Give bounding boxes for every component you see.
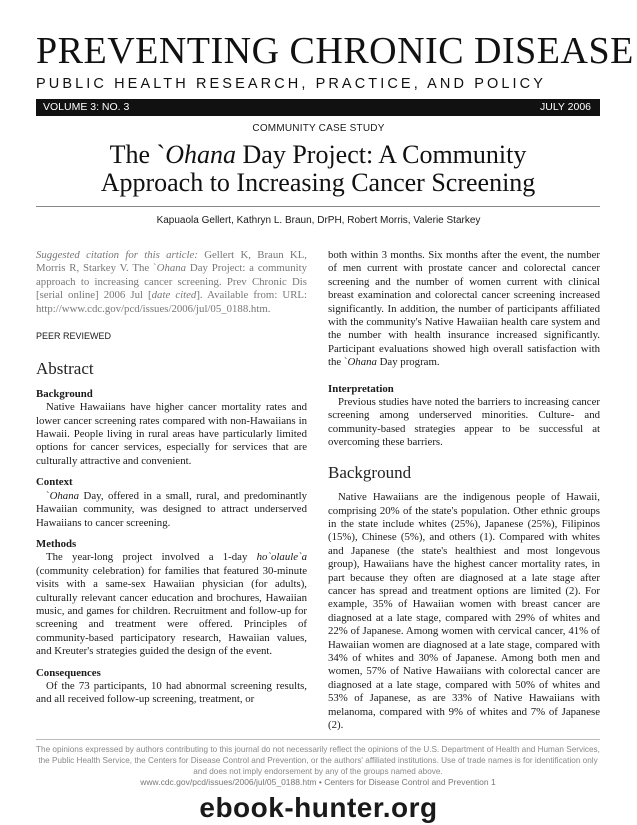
- text: both within 3 months. Six months after the event, the number of men current with prostate cancer and colorectal cancer screening and the number of women current with clinical breast examination and colorectal cancer screening increased significantly. In addition, the number of participants affiliated with the community's Native Hawaiian health care system and the number with health insurance increased significantly. Participant evaluations showed high overall satisfaction with the `: [328, 249, 600, 369]
- disclaimer: The opinions expressed by authors contributing to this journal do not necessarily reflect the opinions of the U.S. Department of Health and Human Services, the Public Health Service, the Centers for Disease Control and Prevention, or the authors' affiliated institutions. Use of trade names is for identification only and does not imply endorsement by any of the groups named above.: [36, 745, 600, 776]
- right-column: [328, 249, 600, 732]
- masthead: [36, 30, 634, 92]
- abstract-consequences-cont: [328, 249, 600, 370]
- citation-text: Day Project: a community approach to increasing cancer screening. Prev Chronic Dis [serial online] 2006 Jul [: [36, 262, 307, 302]
- abstract-interpretation: Previous studies have noted the barriers to increasing cancer screening among underserved minorities. Culture- and community-based strategies appear to be successful at overcoming these barriers.: [328, 396, 600, 449]
- title-part: Day Project: A Community: [236, 140, 527, 169]
- hawaiian-term: ho`olaule`a: [256, 551, 307, 564]
- citation-label: Suggested citation for this article:: [36, 249, 198, 261]
- watermark: ebook-hunter.org: [199, 792, 438, 823]
- citation-url[interactable]: ]. Available from: URL: http://www.cdc.gov/pcd/issues/2006/jul/05_0188.htm.: [36, 289, 307, 315]
- ohana-term: Ohana: [347, 356, 377, 369]
- text: Day program.: [376, 356, 440, 369]
- title-line-2: Approach to Increasing Cancer Screening: [100, 168, 536, 197]
- journal-subtitle: PUBLIC HEALTH RESEARCH, PRACTICE, AND POLICY: [36, 76, 546, 92]
- abstract-context: [36, 490, 307, 530]
- text: `: [46, 489, 50, 502]
- footer-url[interactable]: www.cdc.gov/pcd/issues/2006/jul/05_0188.htm • Centers for Disease Control and Prevention 1: [140, 777, 496, 787]
- citation-text: Gellert K, Braun KL, Morris R, Starkey V. The `: [36, 249, 308, 275]
- issue-date: JULY 2006: [540, 101, 591, 113]
- title-part: The `: [109, 140, 166, 169]
- background-subheading: Background: [36, 387, 93, 400]
- text: (community celebration) for families that featured 30-minute visits with a same-sex Hawaiian physician (for adults), culturally relevant cancer education and brochures, Hawaiian music, and games for children. Recruitment and follow-up for screening and treatment were offered. Principles of community-based participatory research, Hawaiian values, and Kreuter's strategies guided the design of the event.: [36, 564, 307, 658]
- footer-divider: [36, 739, 600, 740]
- background-heading: Background: [328, 462, 412, 482]
- title-ohana: Ohana: [165, 140, 237, 169]
- text: Day, offered in a small, rural, and predominantly Hawaiian community, was designed to attract underserved Hawaiians to cancer screening.: [36, 489, 307, 529]
- journal-title: PREVENTING CHRONIC DISEASE: [36, 30, 634, 72]
- volume-bar: [36, 99, 600, 116]
- article-title: [36, 141, 600, 197]
- interpretation-subheading: Interpretation: [328, 382, 394, 395]
- title-divider: [36, 206, 600, 207]
- volume-label: VOLUME 3: NO. 3: [43, 101, 130, 113]
- abstract-methods: [36, 551, 307, 658]
- suggested-citation: [36, 249, 307, 316]
- consequences-subheading: Consequences: [36, 666, 101, 679]
- methods-subheading: Methods: [36, 537, 77, 550]
- text: The year-long project involved a 1-day: [46, 551, 257, 564]
- left-column: [36, 249, 307, 707]
- abstract-heading: Abstract: [36, 359, 94, 379]
- background-body: Native Hawaiians are the indigenous people of Hawaii, comprising 20% of the state's population. Other ethnic groups in the state include whites (25%), Japanese (25%), Filipinos (15%), Chinese (5%), and others (1). Compared with whites and Japanese (the state's healthiest and most longevous group), Hawaiians have the highest cancer mortality rates, in part because they often are diagnosed at a late stage after cancer has spread and treatment options are limited (2). For example, 35% of Hawaiian women with breast cancer are diagnosed at a late stage, compared with 29% of whites and 22% of Japanese. Among women with cervical cancer, 41% of Hawaiian women are diagnosed at a late stage, compared with 34% of whites and 30% of Japanese. Among both men and women, 57% of Native Hawaiians with colorectal cancer are diagnosed at a late stage, compared with 50% of whites and 53% of Japanese, as are 33% of Native Hawaiians with melanoma, compared with 9% of whites and 7% of Japanese (2).: [328, 491, 600, 731]
- abstract-background: Native Hawaiians have higher cancer mortality rates and lower cancer screening rates compared with non-Hawaiians in Hawaii. People living in rural areas have particularly limited options for cancer services, especially for services that are culturally attractive and convenient.: [36, 401, 307, 467]
- authors: Kapuaola Gellert, Kathryn L. Braun, DrPH, Robert Morris, Valerie Starkey: [156, 215, 481, 226]
- peer-reviewed-label: PEER REVIEWED: [36, 331, 112, 342]
- citation-date-cited: date cited: [151, 289, 197, 302]
- abstract-consequences-start: Of the 73 participants, 10 had abnormal screening results, and all received follow-up screening, treatment, or: [36, 679, 307, 706]
- context-subheading: Context: [36, 476, 73, 489]
- citation-ohana: Ohana: [156, 262, 187, 275]
- ohana-term: Ohana: [49, 489, 80, 502]
- section-label: COMMUNITY CASE STUDY: [252, 123, 385, 134]
